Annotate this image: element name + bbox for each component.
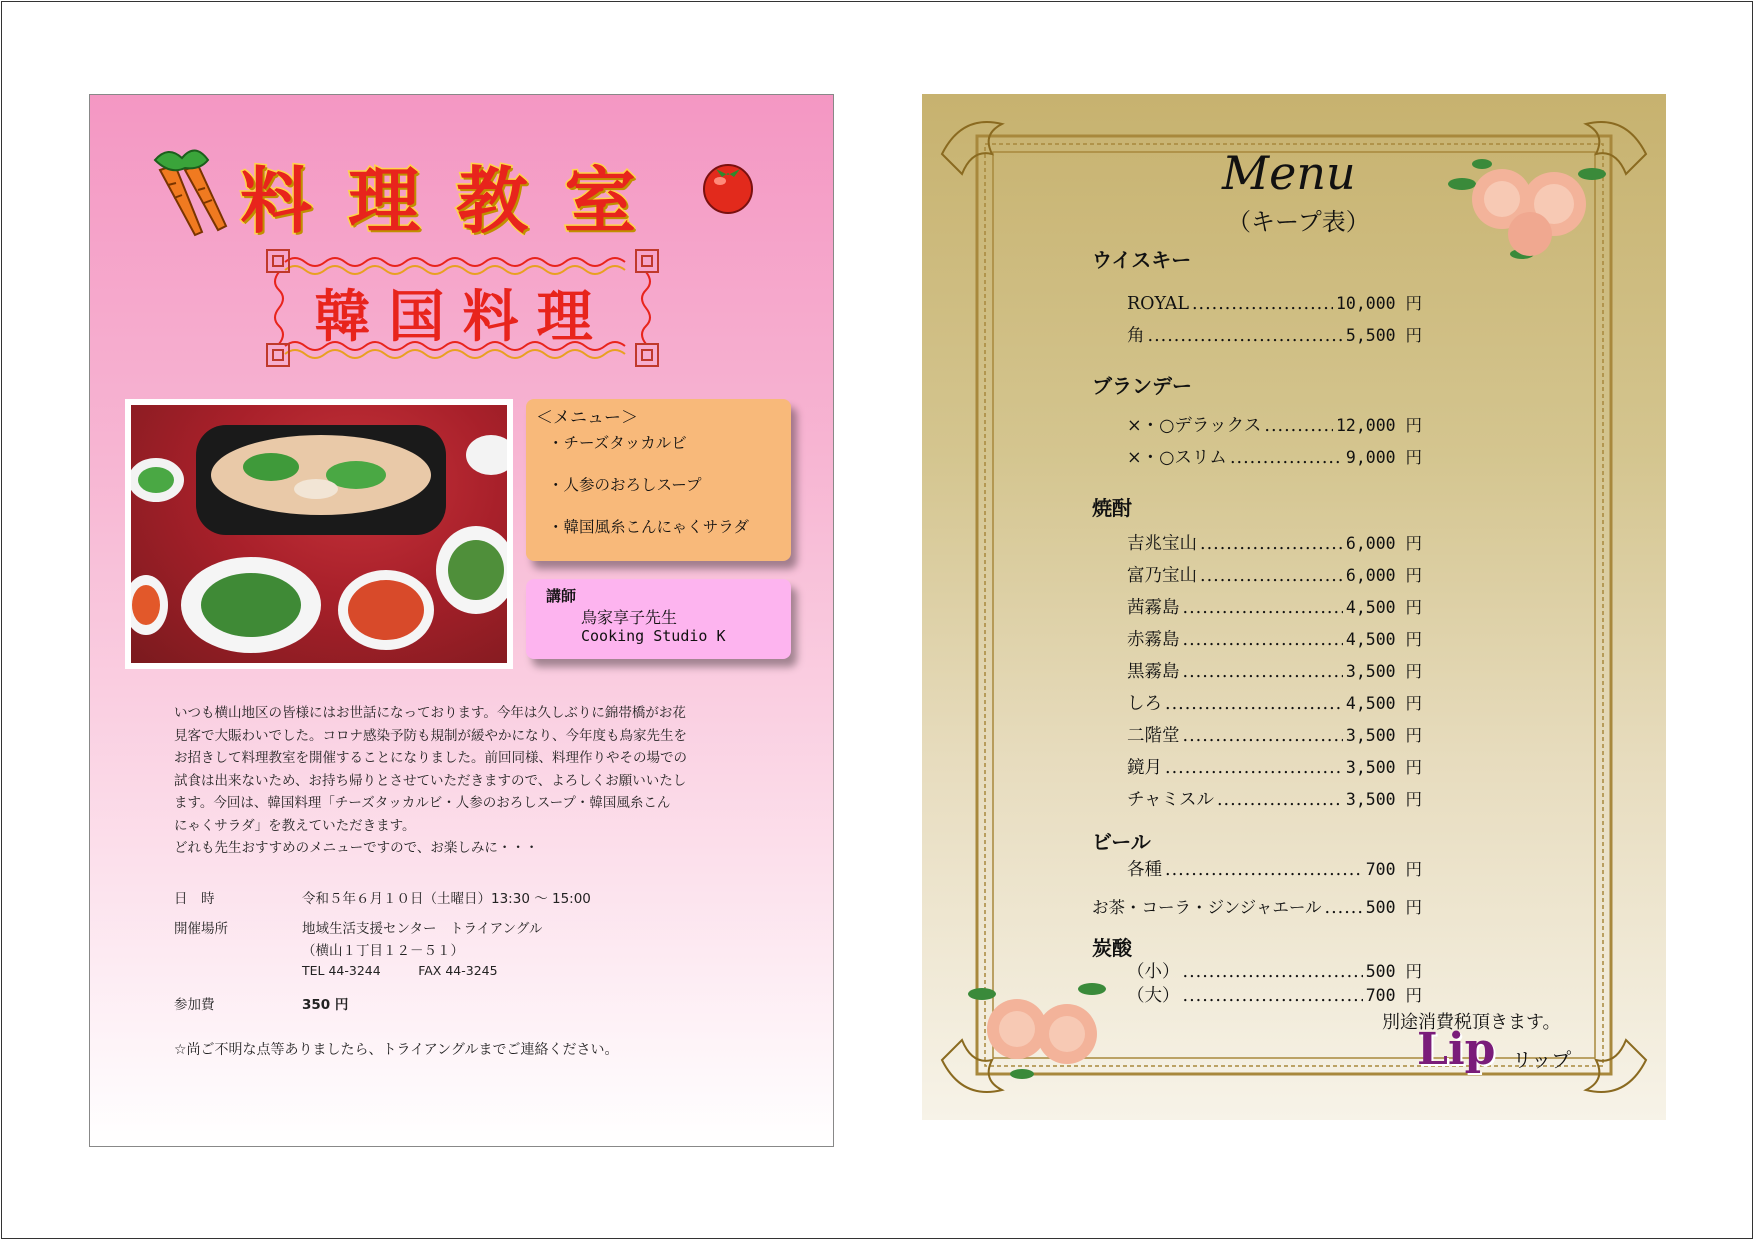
lecturer-name: 鳥家享子先生 <box>581 608 678 627</box>
tomato-icon <box>698 155 758 215</box>
item-name: 鏡月 <box>1127 758 1162 778</box>
item-name: （小） <box>1127 962 1180 982</box>
body-line: いつも横山地区の皆様にはお世話になっております。今年は久しぶりに錦帯橋がお花 <box>174 705 686 721</box>
menu-row <box>1127 958 1422 983</box>
section-soda: 炭酸 <box>1092 936 1132 960</box>
menu-title: Menu <box>1222 146 1356 200</box>
menu-row <box>1127 786 1422 811</box>
menu-heading: ＜メニュー＞ <box>536 408 638 428</box>
body-line: どれも先生おすすめのメニューですので、お楽しみに・・・ <box>174 840 539 856</box>
section-brandy: ブランデー <box>1092 374 1192 398</box>
item-name: お茶・コーラ・ジンジャエール <box>1092 898 1322 917</box>
fee-value: 350 円 <box>302 997 349 1013</box>
item-price: 4,500 円 <box>1345 694 1422 713</box>
item-price: 500 円 <box>1365 898 1422 917</box>
body-line: 試食は出来ないため、お持ち帰りとさせていただきますので、よろしくお願いいたし <box>174 772 687 789</box>
rose-flowers-icon <box>1442 144 1612 264</box>
item-price: 700 円 <box>1365 986 1422 1005</box>
menu-row <box>1127 690 1422 715</box>
item-price: 6,000 円 <box>1345 566 1422 585</box>
item-name: 赤霧島 <box>1127 630 1180 650</box>
menu-row <box>1092 894 1422 918</box>
section-beer: ビール <box>1092 830 1151 854</box>
item-name: 黒霧島 <box>1127 662 1180 682</box>
menu-row <box>1127 856 1422 881</box>
menu-row <box>1127 530 1422 555</box>
menu-row <box>1127 722 1422 747</box>
flyer-subtitle: 韓国料理 <box>314 285 611 350</box>
item-name: ROYAL <box>1127 294 1189 314</box>
menu-row <box>1127 562 1422 587</box>
cooking-class-flyer <box>89 94 834 1147</box>
menu-subtitle: （キープ表） <box>1227 208 1370 236</box>
date-label: 日 時 <box>174 891 215 907</box>
venue-address: （横山１丁目１２－５１） <box>302 943 464 959</box>
item-price: 4,500 円 <box>1345 598 1422 617</box>
subtitle-frame <box>265 248 660 368</box>
carrot-icon <box>140 140 240 240</box>
menu-row <box>1127 626 1422 651</box>
contact-note: ☆尚ご不明な点等ありましたら、トライアングルまでご連絡ください。 <box>174 1042 619 1058</box>
tax-note: 別途消費税頂きます。 <box>1382 1012 1561 1033</box>
item-name: 角 <box>1127 326 1145 346</box>
venue-name: 地域生活支援センター トライアングル <box>302 921 543 937</box>
menu-row <box>1127 290 1422 314</box>
section-shochu: 焼酎 <box>1092 496 1132 520</box>
menu-item: ・韓国風糸こんにゃくサラダ <box>548 518 750 536</box>
item-price: 500 円 <box>1365 962 1422 981</box>
item-name: ×・○スリム <box>1127 448 1227 468</box>
item-price: 3,500 円 <box>1345 662 1422 681</box>
menu-row <box>1127 658 1422 683</box>
item-price: 6,000 円 <box>1345 534 1422 553</box>
item-price: 10,000 円 <box>1335 294 1422 313</box>
menu-row <box>1127 412 1422 437</box>
rose-flowers-icon <box>962 974 1132 1084</box>
flyer-title: 料理教室 <box>240 159 673 243</box>
fee-label: 参加費 <box>174 997 215 1013</box>
menu-row <box>1127 444 1422 469</box>
item-price: 5,500 円 <box>1345 326 1422 345</box>
lecturer-box <box>526 579 791 659</box>
item-name: ×・○デラックス <box>1127 416 1262 436</box>
body-line: にゃくサラダ」を教えていただきます。 <box>174 817 416 834</box>
item-name: しろ <box>1127 694 1162 714</box>
menu-row <box>1127 594 1422 619</box>
item-name: 富乃宝山 <box>1127 566 1197 586</box>
flyer-body <box>174 702 764 860</box>
flyer-menu-box <box>526 399 791 561</box>
date-value: 令和５年６月１０日（土曜日）13:30 ～ 15:00 <box>302 891 591 907</box>
body-line: 見客で大賑わいでした。コロナ感染予防も規制が緩やかになり、今年度も鳥家先生を <box>174 727 687 744</box>
menu-item: ・チーズタッカルビ <box>548 434 687 452</box>
venue-phone: TEL 44-3244 FAX 44-3245 <box>302 963 498 978</box>
menu-row <box>1127 982 1422 1007</box>
item-name: 茜霧島 <box>1127 598 1180 618</box>
menu-item: ・人参のおろしスープ <box>548 476 702 494</box>
item-price: 3,500 円 <box>1345 726 1422 745</box>
item-price: 12,000 円 <box>1335 416 1422 435</box>
item-price: 700 円 <box>1365 860 1422 879</box>
menu-row <box>1127 322 1422 347</box>
item-name: チャミスル <box>1127 790 1214 810</box>
brand-kana: リップ <box>1512 1048 1572 1072</box>
brand-logo: Lip <box>1417 1024 1496 1075</box>
body-line: お招きして料理教室を開催することになりました。前回同様、料理作りやその場での <box>174 750 687 766</box>
section-whisky: ウイスキー <box>1092 248 1192 272</box>
lecturer-studio: Cooking Studio K <box>581 627 726 645</box>
item-price: 3,500 円 <box>1345 758 1422 777</box>
keep-menu-card <box>922 94 1666 1120</box>
item-name: 二階堂 <box>1127 726 1180 746</box>
menu-row <box>1127 754 1422 779</box>
item-name: 吉兆宝山 <box>1127 534 1197 554</box>
body-line: ます。今回は、韓国料理「チーズタッカルビ・人参のおろしスープ・韓国風糸こん <box>174 795 671 811</box>
item-price: 9,000 円 <box>1345 448 1422 467</box>
food-photo <box>125 399 513 669</box>
venue-label: 開催場所 <box>174 921 228 937</box>
lecturer-label: 講師 <box>546 587 577 605</box>
item-name: （大） <box>1127 986 1180 1006</box>
item-price: 3,500 円 <box>1345 790 1422 809</box>
item-price: 4,500 円 <box>1345 630 1422 649</box>
item-name: 各種 <box>1127 860 1162 880</box>
